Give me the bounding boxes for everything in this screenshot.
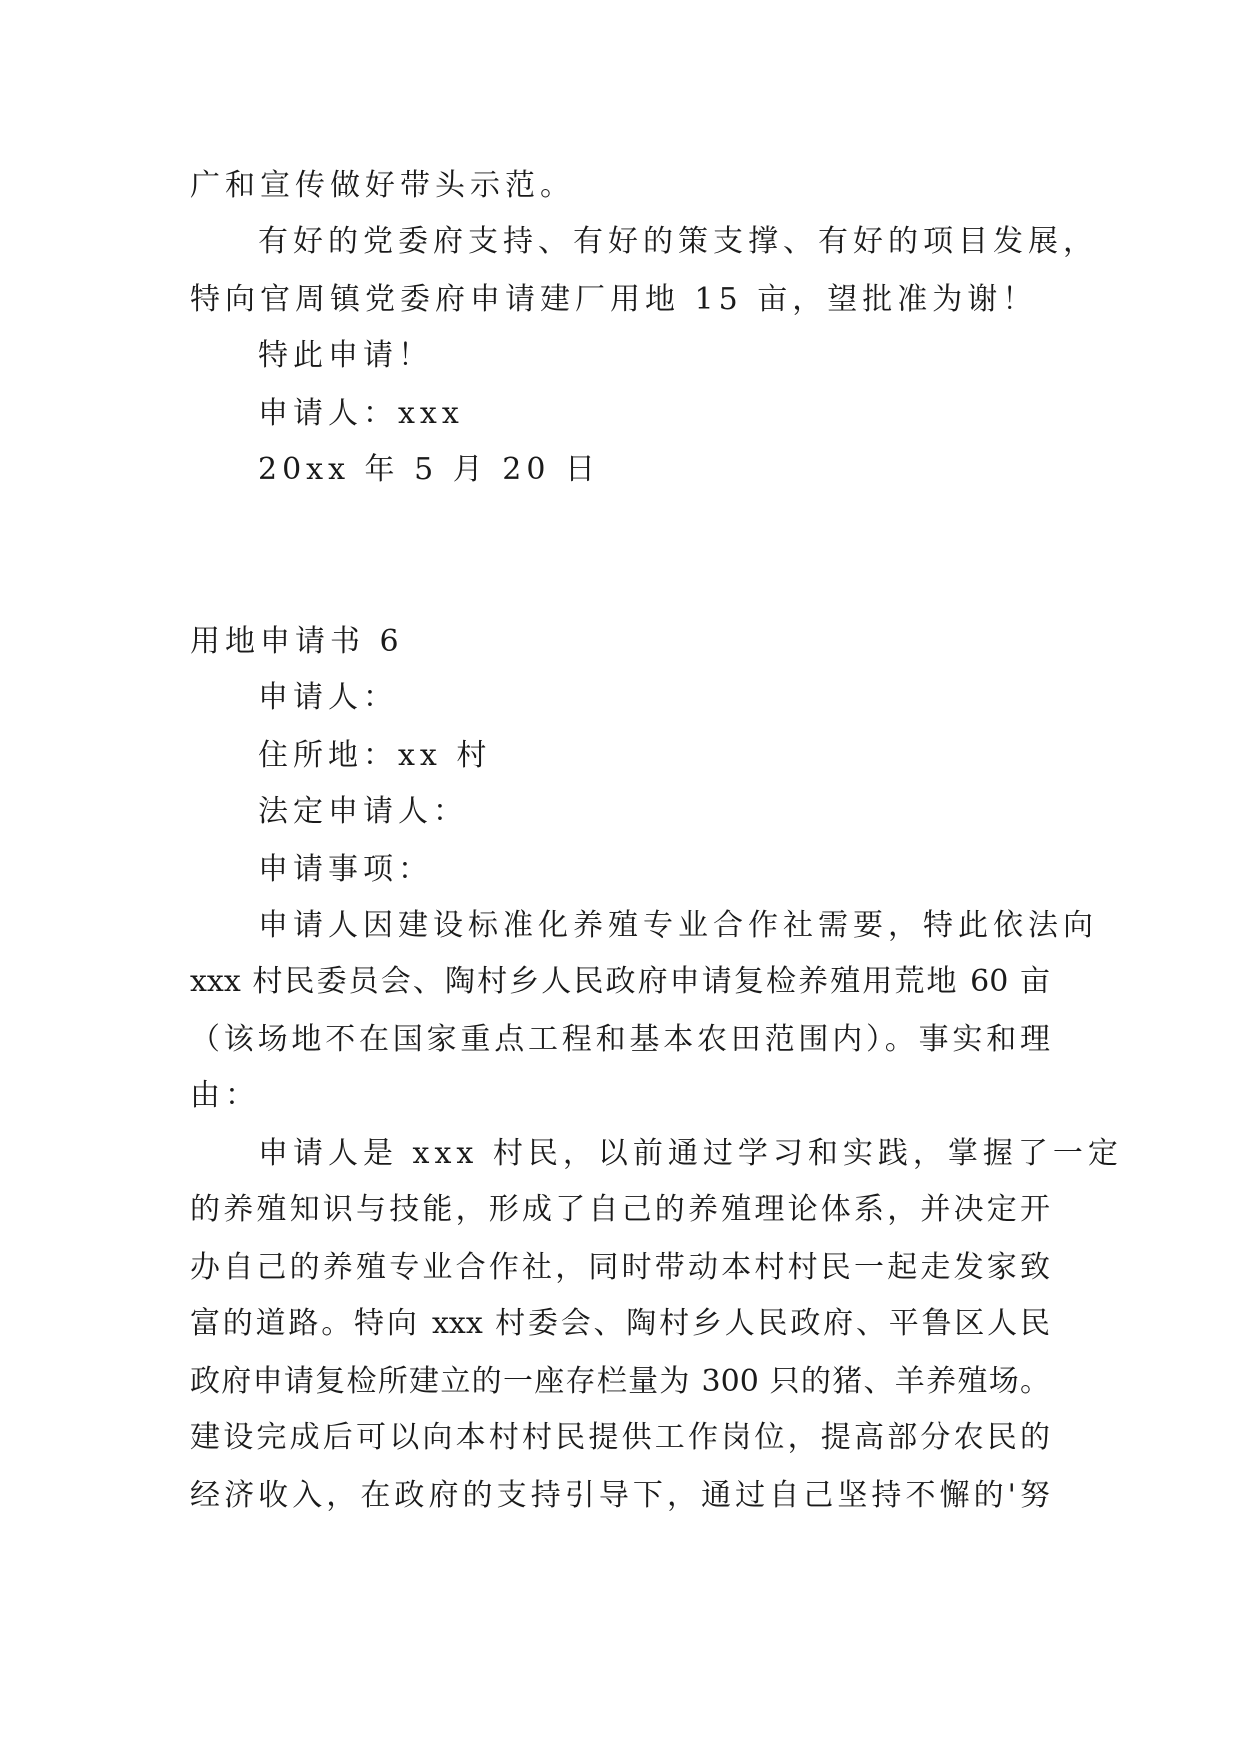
closing-line: 特此申请！ — [258, 338, 433, 373]
paragraph-line: 经济收入，在政府的支持引导下，通过自己坚持不懈的'努 — [190, 1478, 1050, 1513]
field-address: 住所地：xx 村 — [258, 738, 492, 773]
date-line: 20xx 年 5 月 20 日 — [258, 452, 600, 487]
field-request-items: 申请事项： — [258, 852, 433, 887]
text-line: 广和宣传做好带头示范。 — [190, 168, 575, 203]
field-applicant: 申请人： — [258, 680, 398, 715]
paragraph-line: 申请人因建设标准化养殖专业合作社需要，特此依法向 — [258, 908, 1098, 943]
paragraph-line: 建设完成后可以向本村村民提供工作岗位，提高部分农民的 — [190, 1420, 1050, 1455]
paragraph-line: xxx 村民委员会、陶村乡人民政府申请复检养殖用荒地 60 亩 — [190, 964, 1050, 999]
paragraph-line: 办自己的养殖专业合作社，同时带动本村村民一起走发家致 — [190, 1250, 1050, 1285]
paragraph-line: 申请人是 xxx 村民，以前通过学习和实践，掌握了一定 — [258, 1136, 1123, 1171]
paragraph-line: 富的道路。特向 xxx 村委会、陶村乡人民政府、平鲁区人民 — [190, 1306, 1050, 1341]
field-legal-applicant: 法定申请人： — [258, 794, 468, 829]
applicant-signature: 申请人：xxx — [258, 396, 464, 431]
section-title: 用地申请书 6 — [190, 624, 404, 659]
text-line: 有好的党委府支持、有好的策支撑、有好的项目发展， — [258, 224, 1098, 259]
paragraph-line: 政府申请复检所建立的一座存栏量为 300 只的猪、羊养殖场。 — [190, 1364, 1050, 1399]
text-line: 特向官周镇党委府申请建厂用地 15 亩，望批准为谢！ — [190, 282, 1038, 317]
paragraph-line: 由： — [190, 1078, 260, 1113]
paragraph-line: 的养殖知识与技能，形成了自己的养殖理论体系，并决定开 — [190, 1192, 1050, 1227]
paragraph-line: （该场地不在国家重点工程和基本农田范围内）。事实和理 — [190, 1022, 1050, 1057]
